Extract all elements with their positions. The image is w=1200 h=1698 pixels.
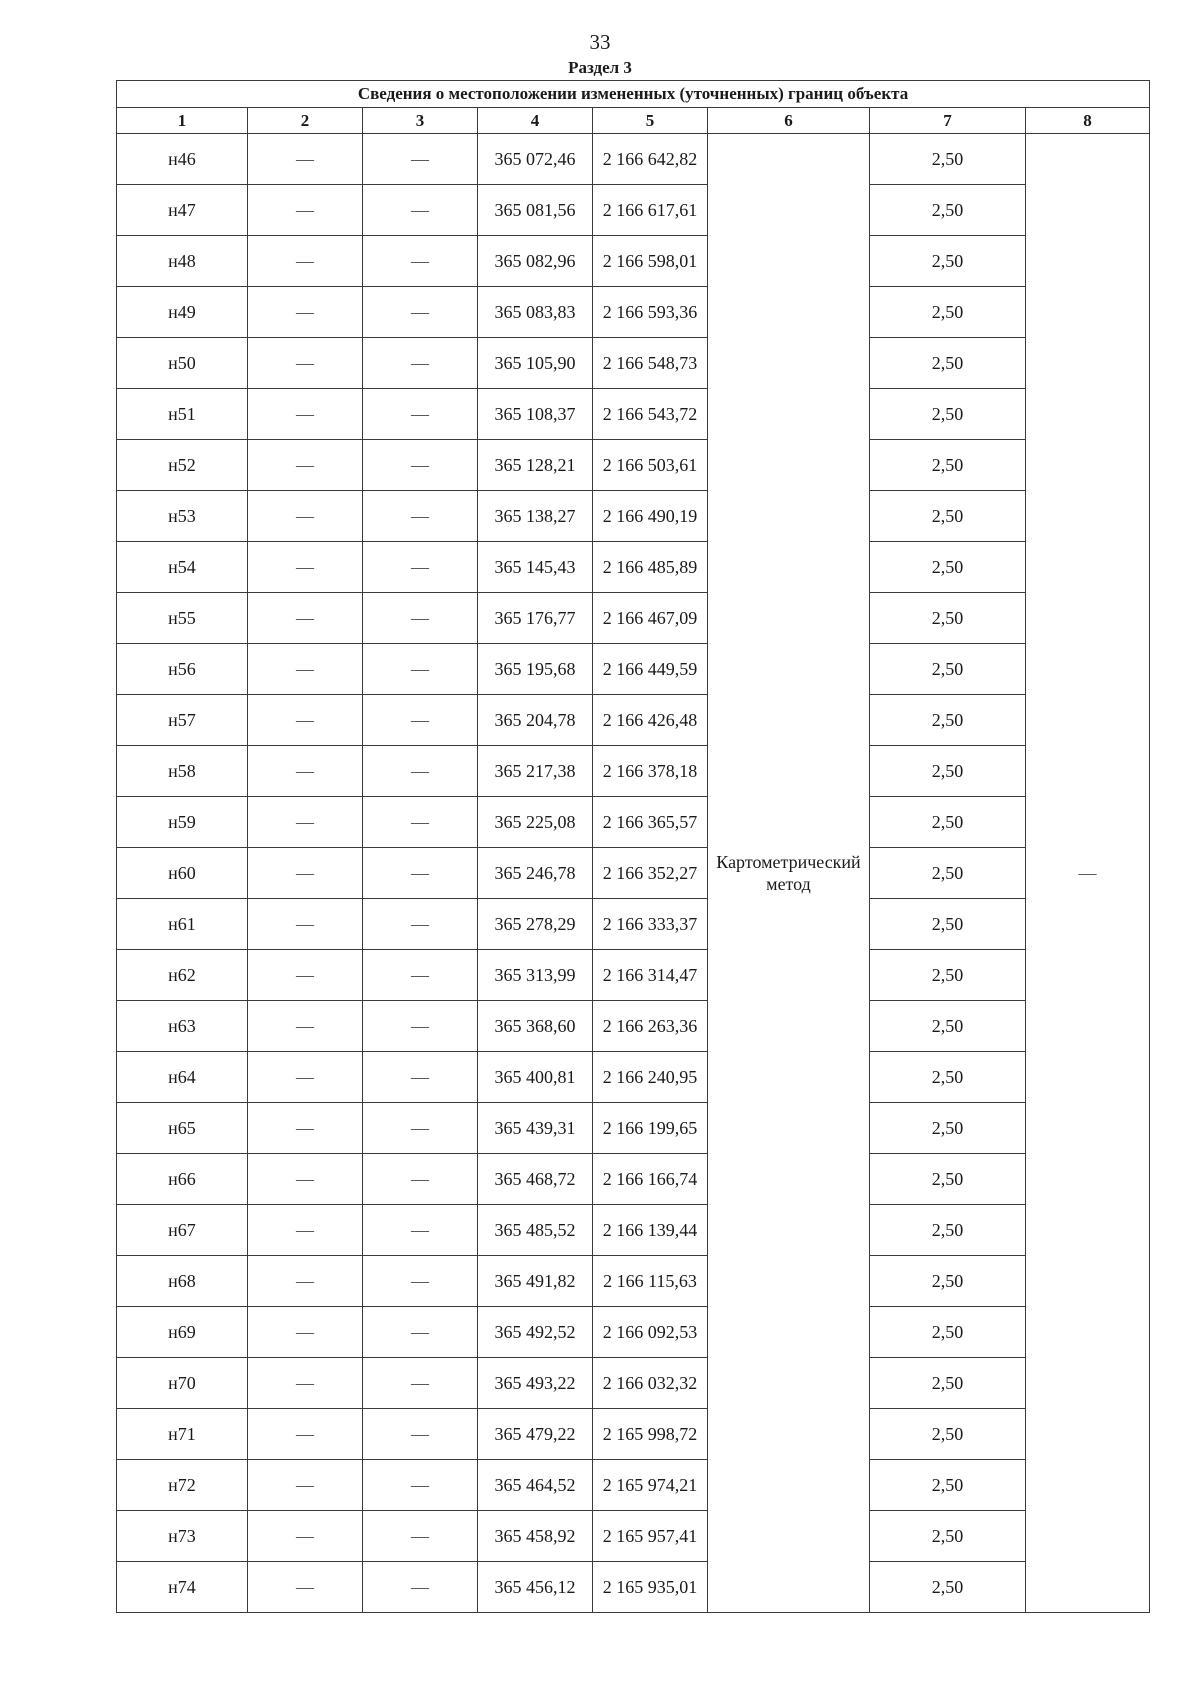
- x-coordinate-cell: 365 217,38: [478, 746, 593, 797]
- y-coordinate-cell: 2 166 426,48: [593, 695, 708, 746]
- x-coordinate-cell: 365 138,27: [478, 491, 593, 542]
- point-id-cell: н64: [117, 1052, 248, 1103]
- col2-dash-cell: —: [248, 950, 363, 1001]
- column-number-row: [117, 108, 1150, 134]
- column-number: 7: [870, 108, 1026, 134]
- table-row: [117, 1562, 1150, 1613]
- point-id-cell: н74: [117, 1562, 248, 1613]
- section-title: Раздел 3: [568, 58, 632, 77]
- accuracy-cell: 2,50: [870, 236, 1026, 287]
- table-row: [117, 1409, 1150, 1460]
- accuracy-cell: 2,50: [870, 338, 1026, 389]
- col3-dash-cell: —: [363, 644, 478, 695]
- x-coordinate-cell: 365 082,96: [478, 236, 593, 287]
- x-coordinate-cell: 365 195,68: [478, 644, 593, 695]
- table-caption: Сведения о местоположении измененных (уточненных) границ объекта: [117, 81, 1150, 108]
- table-row: [117, 1103, 1150, 1154]
- y-coordinate-cell: 2 165 998,72: [593, 1409, 708, 1460]
- col2-dash-cell: —: [248, 134, 363, 185]
- accuracy-cell: 2,50: [870, 1460, 1026, 1511]
- point-id-cell: н61: [117, 899, 248, 950]
- column-number: 4: [478, 108, 593, 134]
- col3-dash-cell: —: [363, 1409, 478, 1460]
- point-id-cell: н60: [117, 848, 248, 899]
- y-coordinate-cell: 2 166 166,74: [593, 1154, 708, 1205]
- table-row: [117, 1256, 1150, 1307]
- x-coordinate-cell: 365 225,08: [478, 797, 593, 848]
- accuracy-cell: 2,50: [870, 1052, 1026, 1103]
- accuracy-cell: 2,50: [870, 1562, 1026, 1613]
- table-row: [117, 1052, 1150, 1103]
- x-coordinate-cell: 365 246,78: [478, 848, 593, 899]
- y-coordinate-cell: 2 166 092,53: [593, 1307, 708, 1358]
- col3-dash-cell: —: [363, 134, 478, 185]
- accuracy-cell: 2,50: [870, 1001, 1026, 1052]
- y-coordinate-cell: 2 165 974,21: [593, 1460, 708, 1511]
- point-id-cell: н73: [117, 1511, 248, 1562]
- col2-dash-cell: —: [248, 1205, 363, 1256]
- col2-dash-cell: —: [248, 899, 363, 950]
- col3-dash-cell: —: [363, 1154, 478, 1205]
- accuracy-cell: 2,50: [870, 899, 1026, 950]
- x-coordinate-cell: 365 313,99: [478, 950, 593, 1001]
- point-id-cell: н67: [117, 1205, 248, 1256]
- x-coordinate-cell: 365 485,52: [478, 1205, 593, 1256]
- point-id-cell: н68: [117, 1256, 248, 1307]
- y-coordinate-cell: 2 166 333,37: [593, 899, 708, 950]
- accuracy-cell: 2,50: [870, 542, 1026, 593]
- col3-dash-cell: —: [363, 1511, 478, 1562]
- point-id-cell: н46: [117, 134, 248, 185]
- table-row: [117, 338, 1150, 389]
- col3-dash-cell: —: [363, 746, 478, 797]
- x-coordinate-cell: 365 108,37: [478, 389, 593, 440]
- table-row: [117, 1154, 1150, 1205]
- x-coordinate-cell: 365 400,81: [478, 1052, 593, 1103]
- point-id-cell: н62: [117, 950, 248, 1001]
- point-id-cell: н58: [117, 746, 248, 797]
- table-row: [117, 491, 1150, 542]
- col2-dash-cell: —: [248, 1511, 363, 1562]
- point-id-cell: н49: [117, 287, 248, 338]
- col3-dash-cell: —: [363, 1562, 478, 1613]
- col2-dash-cell: —: [248, 287, 363, 338]
- x-coordinate-cell: 365 072,46: [478, 134, 593, 185]
- point-id-cell: н63: [117, 1001, 248, 1052]
- y-coordinate-cell: 2 166 240,95: [593, 1052, 708, 1103]
- col3-dash-cell: —: [363, 695, 478, 746]
- col2-dash-cell: —: [248, 1052, 363, 1103]
- col2-dash-cell: —: [248, 1001, 363, 1052]
- y-coordinate-cell: 2 165 957,41: [593, 1511, 708, 1562]
- col2-dash-cell: —: [248, 491, 363, 542]
- y-coordinate-cell: 2 166 598,01: [593, 236, 708, 287]
- accuracy-cell: 2,50: [870, 440, 1026, 491]
- accuracy-cell: 2,50: [870, 1205, 1026, 1256]
- point-id-cell: н51: [117, 389, 248, 440]
- accuracy-cell: 2,50: [870, 1154, 1026, 1205]
- col3-dash-cell: —: [363, 1052, 478, 1103]
- y-coordinate-cell: 2 166 378,18: [593, 746, 708, 797]
- table-row: [117, 1205, 1150, 1256]
- point-id-cell: н57: [117, 695, 248, 746]
- y-coordinate-cell: 2 166 503,61: [593, 440, 708, 491]
- accuracy-cell: 2,50: [870, 1307, 1026, 1358]
- y-coordinate-cell: 2 166 467,09: [593, 593, 708, 644]
- point-id-cell: н54: [117, 542, 248, 593]
- col3-dash-cell: —: [363, 950, 478, 1001]
- table-row: [117, 287, 1150, 338]
- x-coordinate-cell: 365 493,22: [478, 1358, 593, 1409]
- col3-dash-cell: —: [363, 1256, 478, 1307]
- table-row: [117, 950, 1150, 1001]
- accuracy-cell: 2,50: [870, 746, 1026, 797]
- table-row: [117, 236, 1150, 287]
- column-number: 6: [708, 108, 870, 134]
- x-coordinate-cell: 365 464,52: [478, 1460, 593, 1511]
- accuracy-cell: 2,50: [870, 1511, 1026, 1562]
- x-coordinate-cell: 365 176,77: [478, 593, 593, 644]
- column-number: 2: [248, 108, 363, 134]
- col2-dash-cell: —: [248, 1103, 363, 1154]
- col3-dash-cell: —: [363, 1001, 478, 1052]
- accuracy-cell: 2,50: [870, 1409, 1026, 1460]
- column-number: 8: [1026, 108, 1150, 134]
- y-coordinate-cell: 2 166 314,47: [593, 950, 708, 1001]
- point-id-cell: н66: [117, 1154, 248, 1205]
- point-id-cell: н53: [117, 491, 248, 542]
- col3-dash-cell: —: [363, 440, 478, 491]
- accuracy-cell: 2,50: [870, 950, 1026, 1001]
- table-body: [117, 134, 1150, 1613]
- table-row: [117, 797, 1150, 848]
- col2-dash-cell: —: [248, 797, 363, 848]
- col2-dash-cell: —: [248, 644, 363, 695]
- col2-dash-cell: —: [248, 1358, 363, 1409]
- x-coordinate-cell: 365 368,60: [478, 1001, 593, 1052]
- col2-dash-cell: —: [248, 1256, 363, 1307]
- col2-dash-cell: —: [248, 338, 363, 389]
- x-coordinate-cell: 365 458,92: [478, 1511, 593, 1562]
- col2-dash-cell: —: [248, 185, 363, 236]
- col3-dash-cell: —: [363, 797, 478, 848]
- x-coordinate-cell: 365 456,12: [478, 1562, 593, 1613]
- point-id-cell: н56: [117, 644, 248, 695]
- y-coordinate-cell: 2 166 263,36: [593, 1001, 708, 1052]
- col2-dash-cell: —: [248, 848, 363, 899]
- y-coordinate-cell: 2 166 617,61: [593, 185, 708, 236]
- table-row: [117, 1001, 1150, 1052]
- point-id-cell: н72: [117, 1460, 248, 1511]
- accuracy-cell: 2,50: [870, 644, 1026, 695]
- table-row: [117, 746, 1150, 797]
- point-id-cell: н65: [117, 1103, 248, 1154]
- y-coordinate-cell: 2 166 352,27: [593, 848, 708, 899]
- accuracy-cell: 2,50: [870, 797, 1026, 848]
- y-coordinate-cell: 2 166 593,36: [593, 287, 708, 338]
- col3-dash-cell: —: [363, 1460, 478, 1511]
- point-id-cell: н48: [117, 236, 248, 287]
- point-id-cell: н70: [117, 1358, 248, 1409]
- table-row: [117, 1307, 1150, 1358]
- accuracy-cell: 2,50: [870, 389, 1026, 440]
- y-coordinate-cell: 2 166 032,32: [593, 1358, 708, 1409]
- accuracy-cell: 2,50: [870, 491, 1026, 542]
- col2-dash-cell: —: [248, 1562, 363, 1613]
- y-coordinate-cell: 2 166 485,89: [593, 542, 708, 593]
- col3-dash-cell: —: [363, 848, 478, 899]
- table-row: [117, 1460, 1150, 1511]
- y-coordinate-cell: 2 166 548,73: [593, 338, 708, 389]
- x-coordinate-cell: 365 145,43: [478, 542, 593, 593]
- table-row: [117, 695, 1150, 746]
- col2-dash-cell: —: [248, 542, 363, 593]
- table-row: [117, 593, 1150, 644]
- point-id-cell: н55: [117, 593, 248, 644]
- method-cell: Картометрический метод: [708, 134, 870, 1613]
- accuracy-cell: 2,50: [870, 848, 1026, 899]
- y-coordinate-cell: 2 166 543,72: [593, 389, 708, 440]
- table-row: [117, 644, 1150, 695]
- boundary-coordinates-table: [116, 80, 1150, 1613]
- col3-dash-cell: —: [363, 338, 478, 389]
- accuracy-cell: 2,50: [870, 185, 1026, 236]
- accuracy-cell: 2,50: [870, 134, 1026, 185]
- column-number: 3: [363, 108, 478, 134]
- col2-dash-cell: —: [248, 389, 363, 440]
- x-coordinate-cell: 365 439,31: [478, 1103, 593, 1154]
- accuracy-cell: 2,50: [870, 593, 1026, 644]
- col3-dash-cell: —: [363, 542, 478, 593]
- x-coordinate-cell: 365 278,29: [478, 899, 593, 950]
- col3-dash-cell: —: [363, 389, 478, 440]
- x-coordinate-cell: 365 468,72: [478, 1154, 593, 1205]
- x-coordinate-cell: 365 083,83: [478, 287, 593, 338]
- table-row: [117, 1358, 1150, 1409]
- point-id-cell: н71: [117, 1409, 248, 1460]
- point-id-cell: н69: [117, 1307, 248, 1358]
- col3-dash-cell: —: [363, 1205, 478, 1256]
- x-coordinate-cell: 365 491,82: [478, 1256, 593, 1307]
- point-id-cell: н59: [117, 797, 248, 848]
- col3-dash-cell: —: [363, 899, 478, 950]
- col2-dash-cell: —: [248, 236, 363, 287]
- col3-dash-cell: —: [363, 593, 478, 644]
- page-number: 33: [589, 30, 611, 54]
- table-row: [117, 542, 1150, 593]
- col3-dash-cell: —: [363, 185, 478, 236]
- y-coordinate-cell: 2 166 199,65: [593, 1103, 708, 1154]
- x-coordinate-cell: 365 128,21: [478, 440, 593, 491]
- x-coordinate-cell: 365 492,52: [478, 1307, 593, 1358]
- y-coordinate-cell: 2 166 139,44: [593, 1205, 708, 1256]
- y-coordinate-cell: 2 166 115,63: [593, 1256, 708, 1307]
- x-coordinate-cell: 365 081,56: [478, 185, 593, 236]
- col3-dash-cell: —: [363, 236, 478, 287]
- table-row: [117, 134, 1150, 185]
- table-row: [117, 185, 1150, 236]
- table-row: [117, 899, 1150, 950]
- col2-dash-cell: —: [248, 695, 363, 746]
- y-coordinate-cell: 2 165 935,01: [593, 1562, 708, 1613]
- table-row: [117, 848, 1150, 899]
- point-id-cell: н47: [117, 185, 248, 236]
- x-coordinate-cell: 365 479,22: [478, 1409, 593, 1460]
- col8-dash-cell: —: [1026, 134, 1150, 1613]
- column-number: 5: [593, 108, 708, 134]
- col2-dash-cell: —: [248, 746, 363, 797]
- y-coordinate-cell: 2 166 642,82: [593, 134, 708, 185]
- col3-dash-cell: —: [363, 1103, 478, 1154]
- point-id-cell: н50: [117, 338, 248, 389]
- table-row: [117, 389, 1150, 440]
- col3-dash-cell: —: [363, 491, 478, 542]
- table-row: [117, 440, 1150, 491]
- y-coordinate-cell: 2 166 365,57: [593, 797, 708, 848]
- col2-dash-cell: —: [248, 440, 363, 491]
- point-id-cell: н52: [117, 440, 248, 491]
- accuracy-cell: 2,50: [870, 1256, 1026, 1307]
- accuracy-cell: 2,50: [870, 287, 1026, 338]
- col2-dash-cell: —: [248, 1460, 363, 1511]
- col2-dash-cell: —: [248, 1154, 363, 1205]
- col3-dash-cell: —: [363, 1307, 478, 1358]
- x-coordinate-cell: 365 204,78: [478, 695, 593, 746]
- x-coordinate-cell: 365 105,90: [478, 338, 593, 389]
- col2-dash-cell: —: [248, 593, 363, 644]
- y-coordinate-cell: 2 166 449,59: [593, 644, 708, 695]
- column-number: 1: [117, 108, 248, 134]
- col2-dash-cell: —: [248, 1409, 363, 1460]
- col3-dash-cell: —: [363, 1358, 478, 1409]
- y-coordinate-cell: 2 166 490,19: [593, 491, 708, 542]
- accuracy-cell: 2,50: [870, 1358, 1026, 1409]
- accuracy-cell: 2,50: [870, 1103, 1026, 1154]
- col3-dash-cell: —: [363, 287, 478, 338]
- table-row: [117, 1511, 1150, 1562]
- col2-dash-cell: —: [248, 1307, 363, 1358]
- accuracy-cell: 2,50: [870, 695, 1026, 746]
